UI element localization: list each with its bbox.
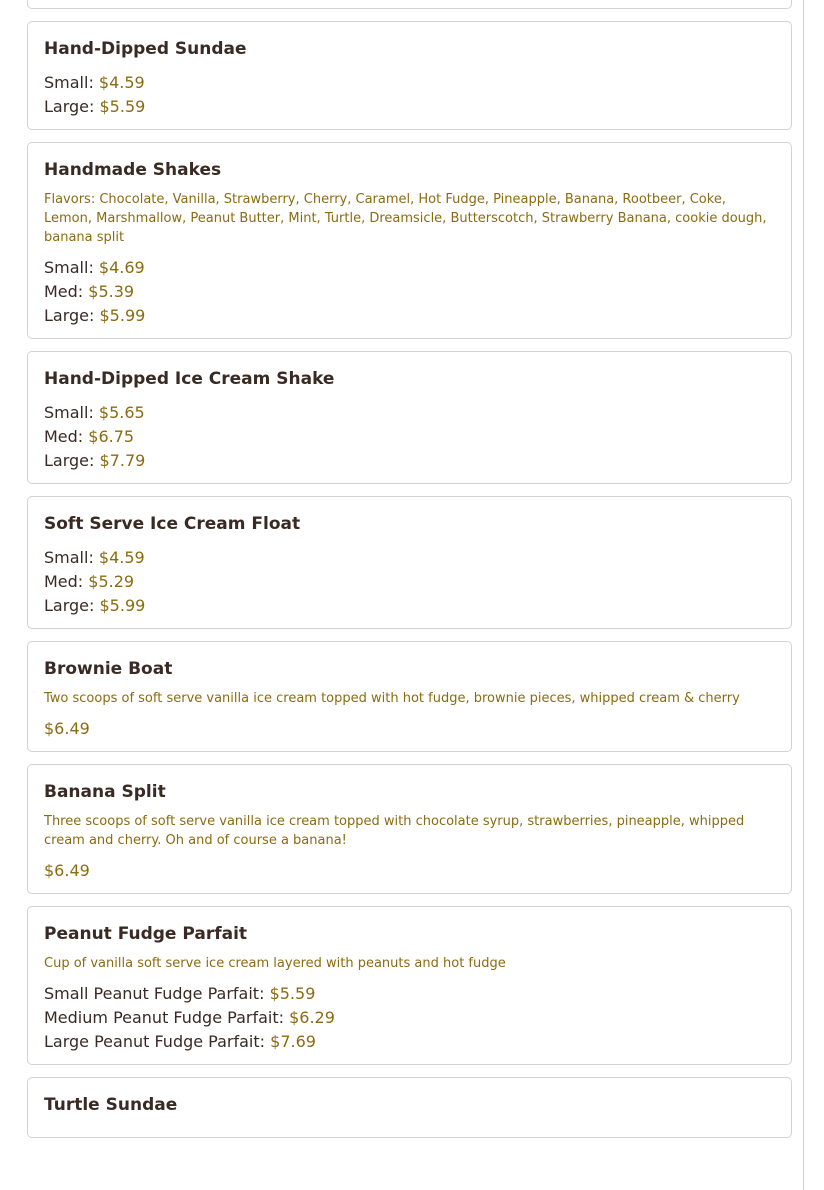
menu-item-title: Hand-Dipped Ice Cream Shake (44, 369, 335, 389)
menu-item-card[interactable] (27, 496, 792, 629)
menu-item-title: Banana Split (44, 782, 166, 802)
menu-item-description: Cup of vanilla soft serve ice cream layered with peanuts and hot fudge (44, 956, 506, 971)
price-label: Medium Peanut Fudge Parfait: (44, 1008, 284, 1027)
price-row (44, 859, 775, 883)
price-value: $5.99 (99, 306, 146, 325)
menu-item-card[interactable] (27, 906, 792, 1065)
price-value: $5.29 (88, 572, 135, 591)
price-value: $5.65 (98, 403, 145, 422)
price-label: Large: (44, 306, 95, 325)
price-label: Small: (44, 548, 94, 567)
price-value: $4.59 (98, 548, 145, 567)
price-label: Large: (44, 596, 95, 615)
price-row (44, 546, 775, 570)
menu-item-title: Hand-Dipped Sundae (44, 39, 247, 59)
price-value: $5.59 (269, 984, 316, 1003)
price-row (44, 304, 775, 328)
price-value: $5.59 (99, 97, 146, 116)
price-label: Med: (44, 282, 84, 301)
price-value: $4.59 (98, 73, 145, 92)
price-row (44, 594, 775, 618)
menu-item-card[interactable] (27, 0, 792, 9)
scroll-edge (803, 0, 804, 1190)
menu-item-description: Flavors: Chocolate, Vanilla, Strawberry, Cherry, Caramel, Hot Fudge, Pineapple, Banana, Rootbeer, Coke, Lemon, Marshmallow, Peanut Butter, Mint, Turtle, Dreamsicle, Butterscotch, Strawberry Banana, cookie dough, banana split (44, 192, 767, 245)
price-value: $5.99 (99, 596, 146, 615)
menu-item-card[interactable] (27, 764, 792, 894)
price-row (44, 570, 775, 594)
price-label: Large: (44, 451, 95, 470)
menu-item-list (27, 0, 792, 1150)
price-row (44, 982, 775, 1006)
price-label: Small: (44, 403, 94, 422)
menu-item-card[interactable] (27, 1077, 792, 1138)
menu-item-title: Brownie Boat (44, 659, 173, 679)
price-row (44, 425, 775, 449)
menu-item-title: Peanut Fudge Parfait (44, 924, 248, 944)
price-value: $5.39 (88, 282, 135, 301)
price-label: Med: (44, 572, 84, 591)
price-value: $6.49 (44, 719, 90, 738)
menu-item-card[interactable] (27, 351, 792, 484)
price-label: Small: (44, 258, 94, 277)
price-row (44, 280, 775, 304)
price-label: Small: (44, 73, 94, 92)
price-row (44, 256, 775, 280)
price-row (44, 71, 775, 95)
price-value: $6.49 (44, 861, 90, 880)
menu-item-card[interactable] (27, 641, 792, 752)
price-value: $7.69 (270, 1032, 316, 1051)
price-value: $7.79 (99, 451, 146, 470)
menu-item-title: Turtle Sundae (44, 1095, 178, 1115)
menu-item-title: Soft Serve Ice Cream Float (44, 514, 301, 534)
price-label: Large: (44, 97, 95, 116)
menu-item-card[interactable] (27, 21, 792, 130)
price-value: $6.29 (289, 1008, 335, 1027)
price-row (44, 1006, 775, 1030)
price-value: $4.69 (98, 258, 145, 277)
price-row (44, 1030, 775, 1054)
price-row (44, 401, 775, 425)
price-row (44, 95, 775, 119)
price-label: Med: (44, 427, 84, 446)
menu-item-description: Three scoops of soft serve vanilla ice cream topped with chocolate syrup, strawberries, pineapple, whipped cream and cherry. Oh and of course a banana! (44, 814, 745, 848)
price-row (44, 449, 775, 473)
price-label: Small Peanut Fudge Parfait: (44, 984, 265, 1003)
menu-item-title: Handmade Shakes (44, 160, 222, 180)
price-row (44, 717, 775, 741)
price-label: Large Peanut Fudge Parfait: (44, 1032, 266, 1051)
menu-item-description: Two scoops of soft serve vanilla ice cream topped with hot fudge, brownie pieces, whipped cream & cherry (44, 691, 740, 706)
menu-item-card[interactable] (27, 142, 792, 339)
price-value: $6.75 (88, 427, 135, 446)
